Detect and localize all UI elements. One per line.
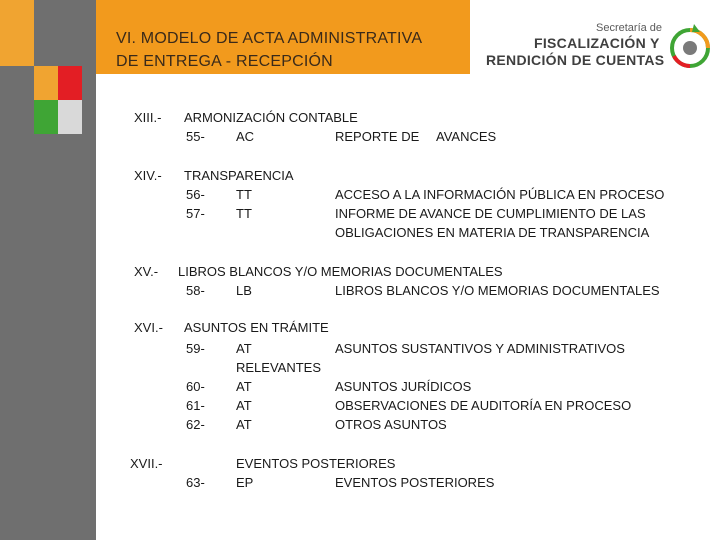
row-code: AT: [236, 341, 252, 356]
section-title: ASUNTOS EN TRÁMITE: [184, 320, 329, 335]
row-code: AT: [236, 379, 252, 394]
logo-text-line1: FISCALIZACIÓN Y: [534, 35, 660, 51]
section-title: LIBROS BLANCOS Y/O MEMORIAS DOCUMENTALES: [178, 264, 503, 279]
section-number: XV.-: [134, 264, 159, 279]
row-code-continued: RELEVANTES: [236, 360, 322, 375]
row-number: 62-: [186, 417, 205, 432]
row-description: AVANCES: [436, 129, 497, 144]
institution-logo: [484, 18, 714, 74]
row-number: 63-: [186, 475, 205, 490]
row-description: ASUNTOS JURÍDICOS: [335, 379, 472, 394]
decor-square-orange-small: [34, 66, 58, 100]
row-description: REPORTE DE: [335, 129, 420, 144]
row-code: AC: [236, 129, 255, 144]
decor-square-light: [58, 100, 82, 134]
section-title: EVENTOS POSTERIORES: [236, 456, 396, 471]
decor-square-green: [34, 100, 58, 134]
section-number: XVI.-: [134, 320, 163, 335]
decor-square-orange: [0, 0, 34, 66]
row-number: 58-: [186, 283, 205, 298]
row-code: EP: [236, 475, 254, 490]
section-title: ARMONIZACIÓN CONTABLE: [184, 110, 358, 125]
logo-emblem-icon: [668, 20, 712, 72]
row-code: AT: [236, 398, 252, 413]
section-number: XIII.-: [134, 110, 162, 125]
row-number: 56-: [186, 187, 205, 202]
logo-text-small: Secretaría de: [596, 22, 663, 34]
section-title: TRANSPARENCIA: [184, 168, 294, 183]
slide-title-line1: VI. MODELO DE ACTA ADMINISTRATIVA: [116, 30, 423, 47]
logo-text-line2: RENDICIÓN DE CUENTAS: [486, 52, 665, 68]
row-description: OBSERVACIONES DE AUDITORÍA EN PROCESO: [335, 398, 632, 413]
row-description: OBLIGACIONES EN MATERIA DE TRANSPARENCIA: [335, 225, 650, 240]
row-code: TT: [236, 206, 252, 221]
row-code: LB: [236, 283, 252, 298]
row-code: AT: [236, 417, 252, 432]
row-description: OTROS ASUNTOS: [335, 417, 447, 432]
row-number: 55-: [186, 129, 205, 144]
row-number: 61-: [186, 398, 205, 413]
row-code: TT: [236, 187, 252, 202]
row-number: 60-: [186, 379, 205, 394]
row-description: INFORME DE AVANCE DE CUMPLIMIENTO DE LAS: [335, 206, 646, 221]
row-description: EVENTOS POSTERIORES: [335, 475, 495, 490]
row-number: 57-: [186, 206, 205, 221]
decor-square-red: [58, 66, 82, 100]
section-number: XIV.-: [134, 168, 162, 183]
row-description: ASUNTOS SUSTANTIVOS Y ADMINISTRATIVOS: [335, 341, 625, 356]
row-number: 59-: [186, 341, 205, 356]
slide-title-line2: DE ENTREGA - RECEPCIÓN: [116, 53, 333, 70]
row-description: LIBROS BLANCOS Y/O MEMORIAS DOCUMENTALES: [335, 283, 660, 298]
section-number: XVII.-: [130, 456, 163, 471]
row-description: ACCESO A LA INFORMACIÓN PÚBLICA EN PROCESO: [335, 187, 665, 202]
